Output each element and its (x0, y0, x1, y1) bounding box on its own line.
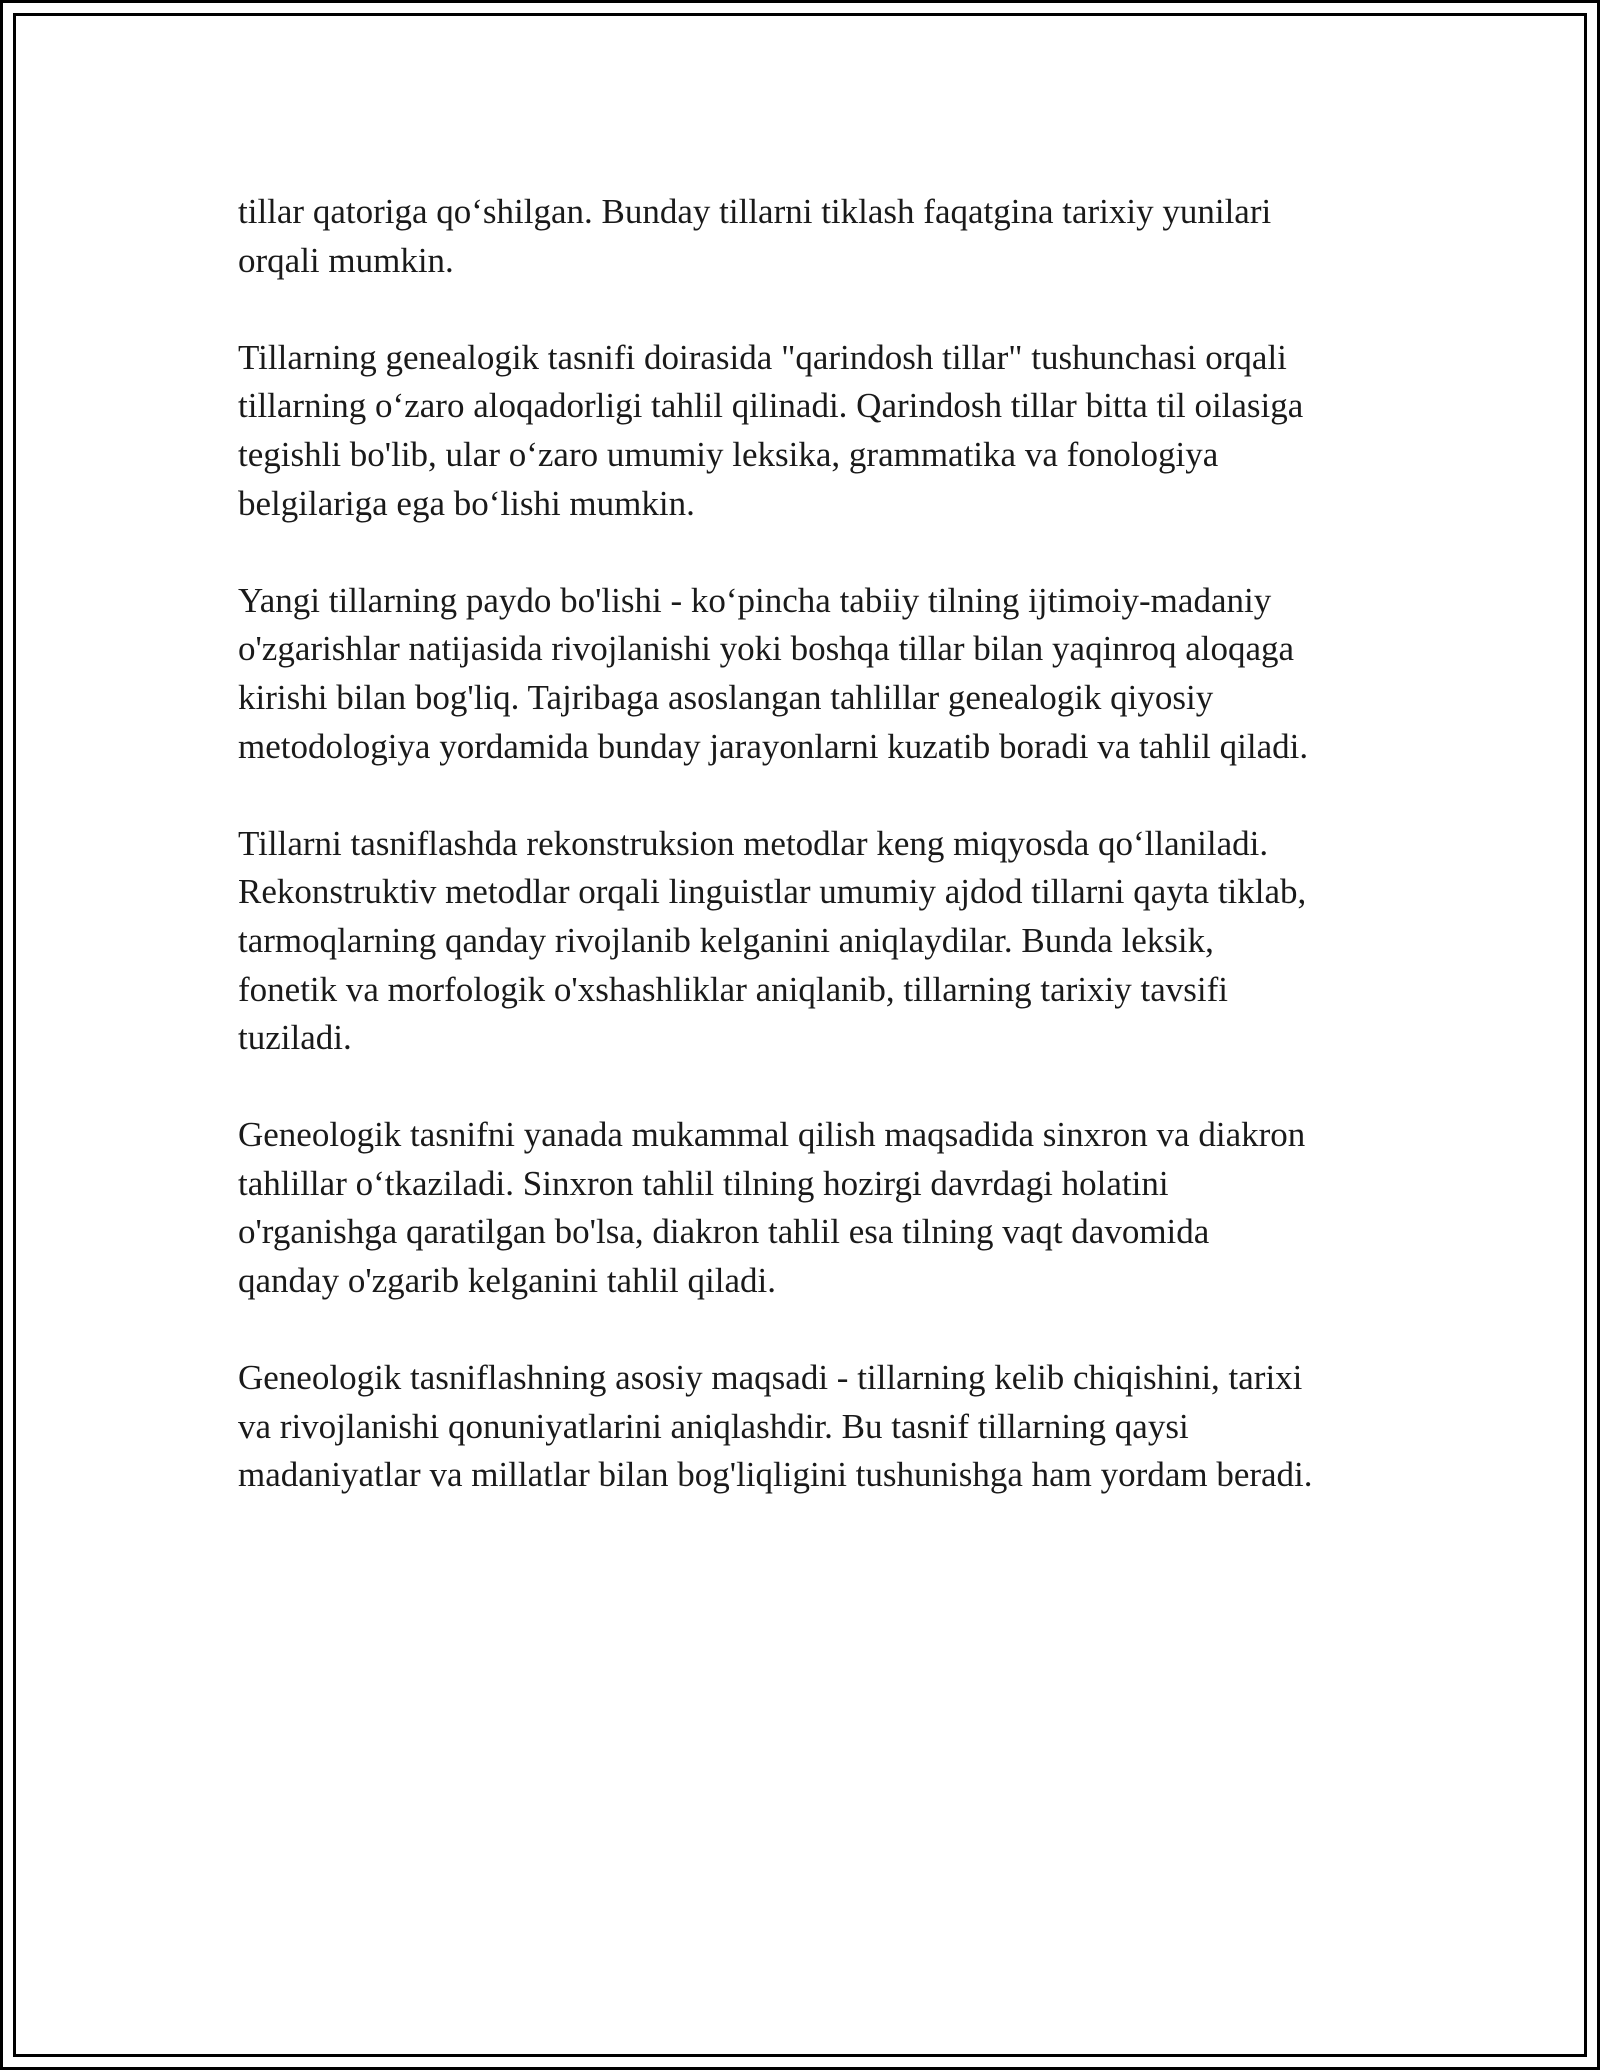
text-line: tuziladi. (238, 1018, 352, 1058)
paragraph (238, 1111, 1398, 1305)
text-line: Tillarni tasniflashda rekonstruksion metodlar keng miqyosda qo‘llaniladi. (238, 823, 1269, 863)
text-line: kirishi bilan bog'liq. Tajribaga asoslangan tahlillar genealogik qiyosiy (238, 677, 1214, 717)
paragraph (238, 577, 1398, 771)
paragraph (238, 820, 1398, 1063)
text-line: Yangi tillarning paydo bo'lishi - ko‘pincha tabiiy tilning ijtimoiy-madaniy (238, 580, 1272, 620)
text-line: tegishli bo'lib, ular o‘zaro umumiy leksika, grammatika va fonologiya (238, 434, 1219, 474)
paragraph (238, 188, 1398, 285)
paragraph (238, 1354, 1398, 1500)
text-line: tillarning o‘zaro aloqadorligi tahlil qilinadi. Qarindosh tillar bitta til oilasiga (238, 386, 1304, 426)
text-line: o'rganishga qaratilgan bo'lsa, diakron tahlil esa tilning vaqt davomida (238, 1212, 1210, 1252)
text-line: belgilariga ega bo‘lishi mumkin. (238, 483, 695, 523)
document-body (238, 188, 1398, 1549)
text-line: Tillarning genealogik tasnifi doirasida "qarindosh tillar" tushunchasi orqali (238, 337, 1287, 377)
text-line: madaniyatlar va millatlar bilan bog'liqligini tushunishga ham yordam beradi. (238, 1455, 1313, 1495)
text-line: tarmoqlarning qanday rivojlanib kelganini aniqlaydilar. Bunda leksik, (238, 920, 1214, 960)
text-line: va rivojlanishi qonuniyatlarini aniqlashdir. Bu tasnif tillarning qaysi (238, 1406, 1189, 1446)
text-line: Rekonstruktiv metodlar orqali linguistlar umumiy ajdod tillarni qayta tiklab, (238, 872, 1307, 912)
text-line: Geneologik tasnifni yanada mukammal qilish maqsadida sinxron va diakron (238, 1115, 1306, 1155)
text-line: tahlillar o‘tkaziladi. Sinxron tahlil tilning hozirgi davrdagi holatini (238, 1163, 1169, 1203)
text-line: orqali mumkin. (238, 240, 454, 280)
text-line: fonetik va morfologik o'xshashliklar aniqlanib, tillarning tarixiy tavsifi (238, 969, 1228, 1009)
paragraph (238, 334, 1398, 528)
text-line: o'zgarishlar natijasida rivojlanishi yoki boshqa tillar bilan yaqinroq aloqaga (238, 629, 1295, 669)
text-line: qanday o'zgarib kelganini tahlil qiladi. (238, 1261, 776, 1301)
text-line: Geneologik tasniflashning asosiy maqsadi - tillarning kelib chiqishini, tarixi (238, 1358, 1303, 1398)
text-line: tillar qatoriga qo‘shilgan. Bunday tillarni tiklash faqatgina tarixiy yunilari (238, 192, 1272, 231)
text-line: metodologiya yordamida bunday jarayonlarni kuzatib boradi va tahlil qiladi. (238, 726, 1309, 766)
